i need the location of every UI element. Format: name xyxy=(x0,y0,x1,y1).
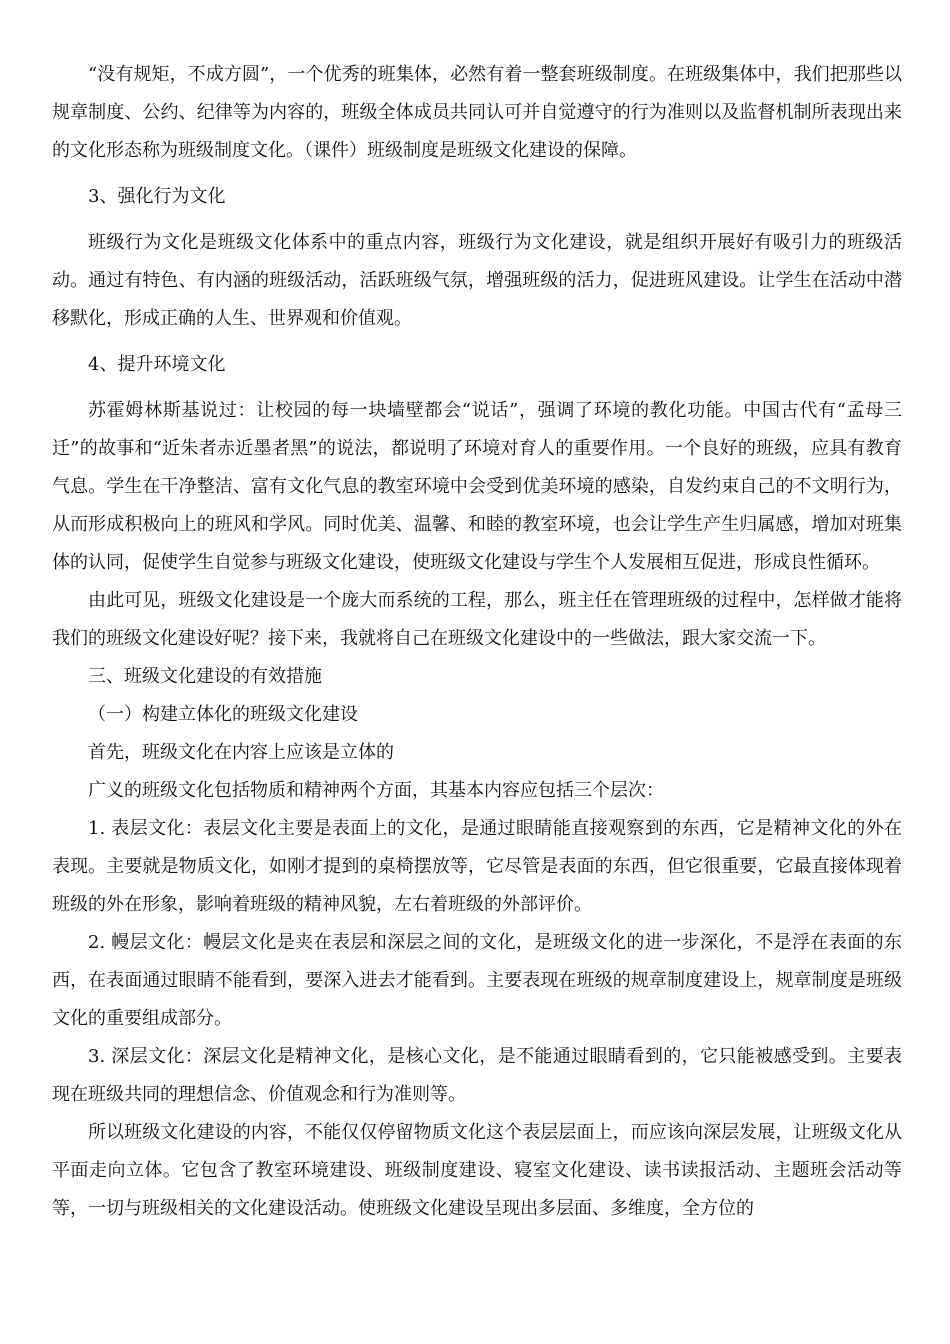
paragraph-middle-culture: 2. 幔层文化：幔层文化是夹在表层和深层之间的文化，是班级文化的进一步深化，不是浮在表面的东西，在表面通过眼睛不能看到，要深入进去才能看到。主要表现在班级的规章制度建设上，规章制度是班级文化的重要组成部分。 xyxy=(52,932,902,1029)
paragraph-behavior-culture: 班级行为文化是班级文化体系中的重点内容，班级行为文化建设，就是组织开展好有吸引力的班级活动。通过有特色、有内涵的班级活动，活跃班级气氛，增强班级的活力，促进班风建设。让学生在活动中潜移默化，形成正确的人生、世界观和价值观。 xyxy=(52,232,902,329)
paragraph-environment-culture: 苏霍姆林斯基说过：让校园的每一块墙壁都会“说话”，强调了环境的教化功能。中国古代有“孟母三迁”的故事和“近朱者赤近墨者黑”的说法，都说明了环境对育人的重要作用。一个良好的班级，应具有教育气息。学生在干净整洁、富有文化气息的教室环境中会受到优美环境的感染，自发约束自己的不文明行为，从而形成积极向上的班风和学风。同时优美、温馨、和睦的教室环境，也会让学生产生归属感，增加对班集体的认同，促使学生自觉参与班级文化建设，使班级文化建设与学生个人发展相互促进，形成良性循环。 xyxy=(52,400,902,573)
paragraph-surface-culture: 1. 表层文化：表层文化主要是表面上的文化，是通过眼睛能直接观察到的东西，它是精神文化的外在表现。主要就是物质文化，如刚才提到的桌椅摆放等，它尽管是表面的东西，但它很重要，它最直接体现着班级的外在形象，影响着班级的精神风貌，左右着班级的外部评价。 xyxy=(52,818,902,915)
heading-subsection-one: （一）构建立体化的班级文化建设 xyxy=(88,704,358,725)
heading-behavior-culture: 3、强化行为文化 xyxy=(88,186,226,207)
paragraph-conclusion: 所以班级文化建设的内容，不能仅仅停留物质文化这个表层层面上，而应该向深层发展，让班级文化从平面走向立体。它包含了教室环境建设、班级制度建设、寝室文化建设、读书读报活动、主题班会活动等等，一切与班级相关的文化建设活动。使班级文化建设呈现出多层面、多维度，全方位的 xyxy=(52,1122,902,1219)
paragraph-system-culture: “没有规矩，不成方圆”，一个优秀的班集体，必然有着一整套班级制度。在班级集体中，我们把那些以规章制度、公约、纪律等为内容的，班级全体成员共同认可并自觉遵守的行为准则以及监督机制所表现出来的文化形态称为班级制度文化。（课件）班级制度是班级文化建设的保障。 xyxy=(52,64,902,161)
paragraph-transition: 由此可见，班级文化建设是一个庞大而系统的工程，那么，班主任在管理班级的过程中，怎样做才能将我们的班级文化建设好呢？接下来，我就将自己在班级文化建设中的一些做法，跟大家交流一下。 xyxy=(52,590,902,649)
paragraph-three-levels: 广义的班级文化包括物质和精神两个方面，其基本内容应包括三个层次： xyxy=(88,780,664,801)
paragraph-deep-culture: 3. 深层文化：深层文化是精神文化，是核心文化，是不能通过眼睛看到的，它只能被感受到。主要表现在班级共同的理想信念、价值观念和行为准则等。 xyxy=(52,1046,902,1105)
heading-environment-culture: 4、提升环境文化 xyxy=(88,354,226,375)
heading-section-three: 三、班级文化建设的有效措施 xyxy=(88,666,322,687)
paragraph-first-point: 首先，班级文化在内容上应该是立体的 xyxy=(88,742,394,763)
